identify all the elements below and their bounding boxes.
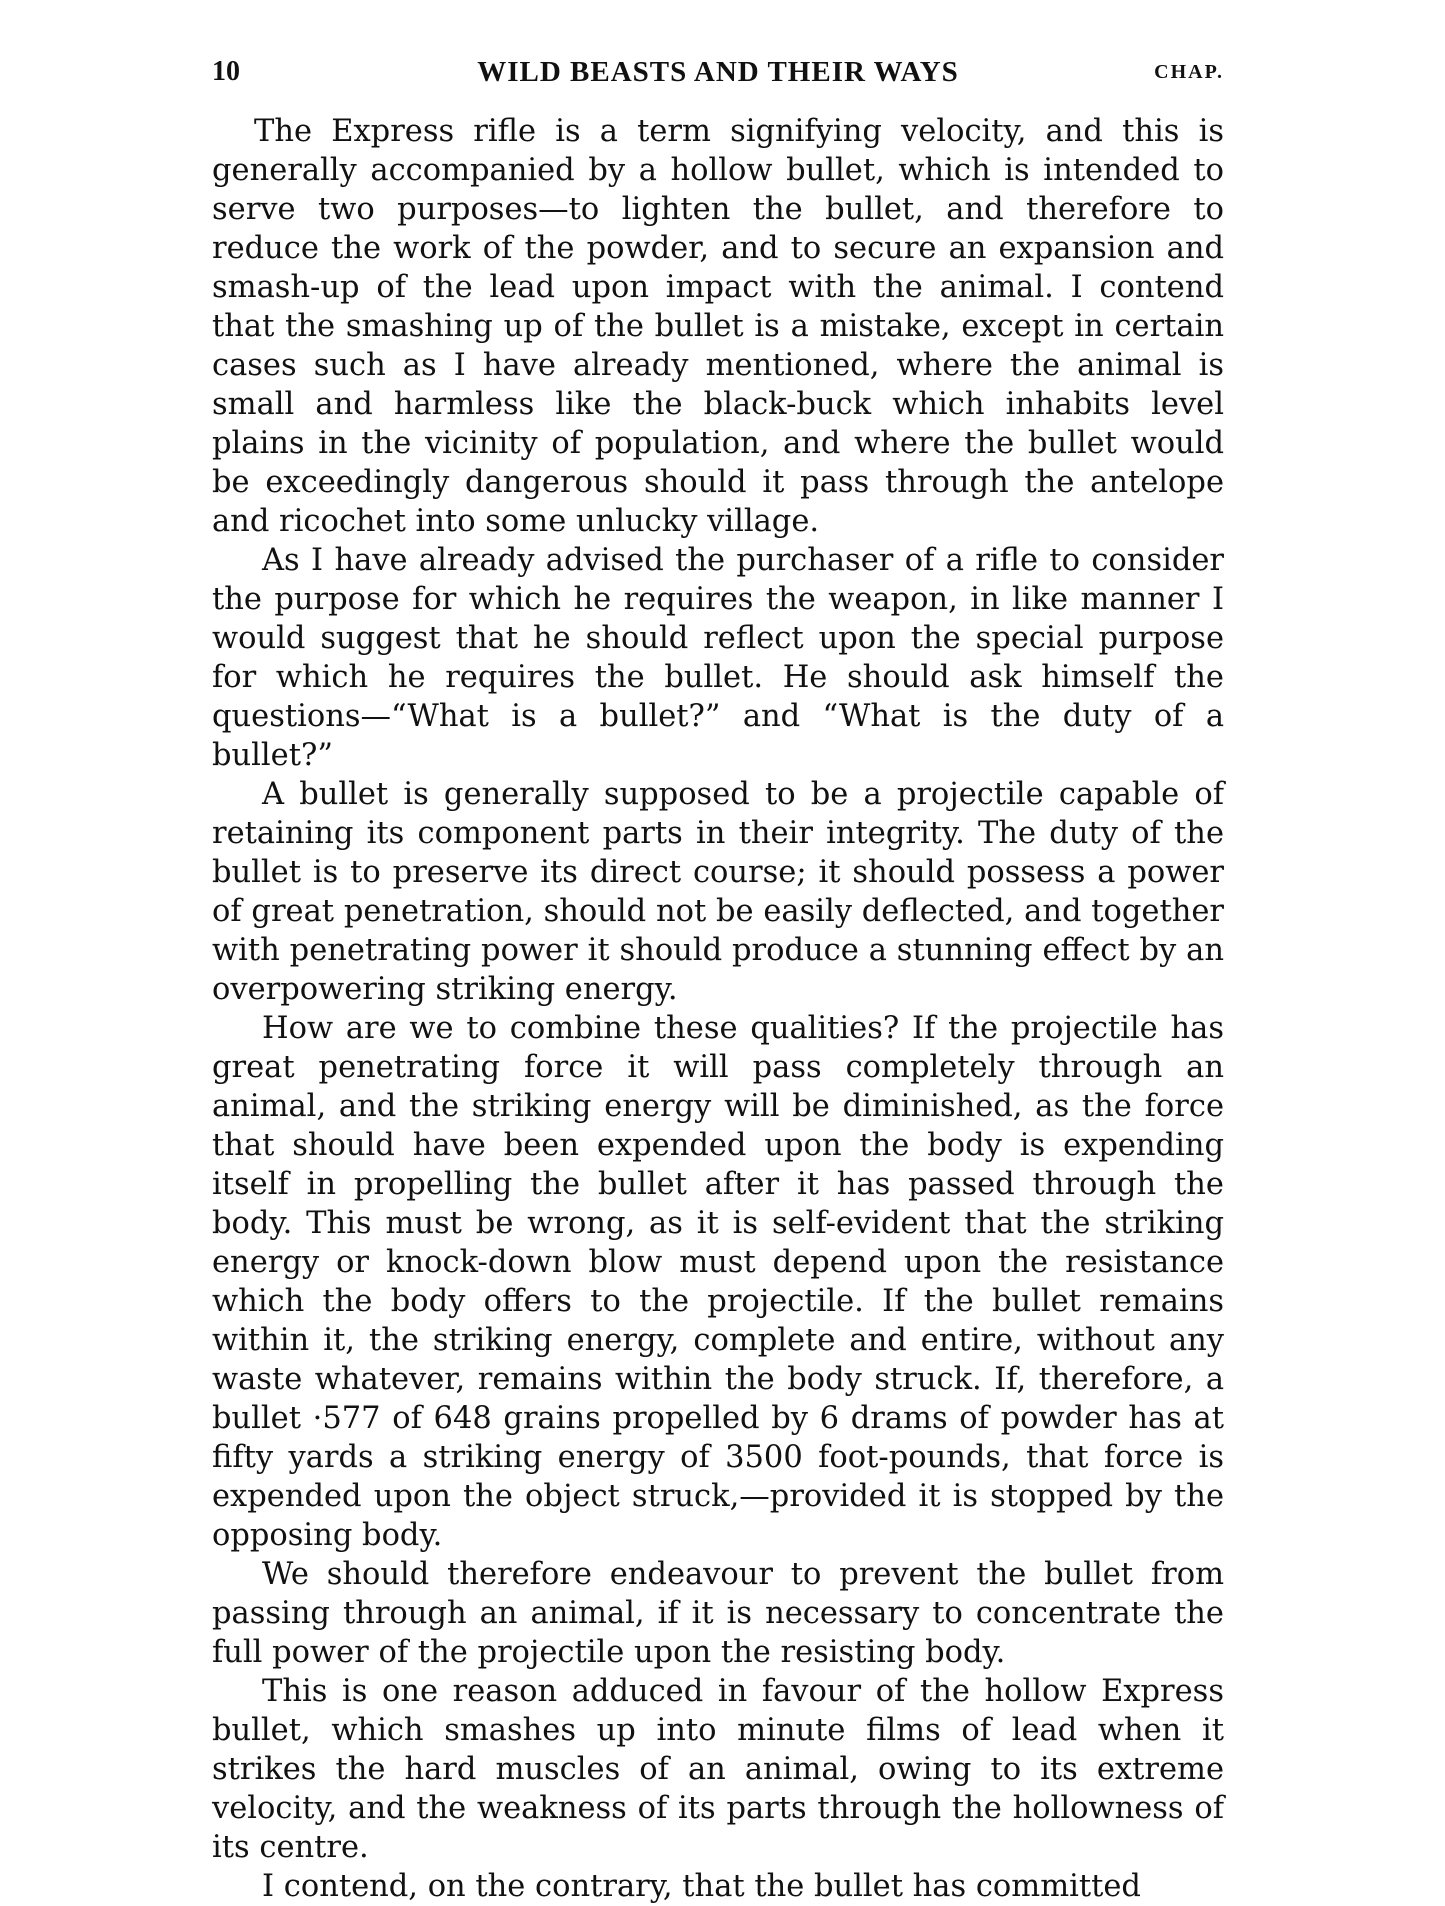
paragraph-prevent-passing: We should therefore endeavour to prevent the bullet from passing through an animal, if it is necessary to concentrate the full power of the projectile upon the resisting body. [212, 1557, 1224, 1670]
paragraph-purpose-of-bullet: As I have already advised the purchaser of a rifle to consider the purpose for which he requires the weapon, in like manner I would suggest that he should reflect upon the special purpose for which he requires the bullet. He should ask himself the questions—“What is a bullet?” and “What is the duty of a bullet?” [212, 543, 1224, 773]
paragraph-hollow-express: This is one reason adduced in favour of the hollow Express bullet, which smashes up into minute films of lead when it strikes the hard muscles of an animal, owing to its extreme velocity, and the weakness of its parts through the hollowness of its centre. [212, 1674, 1224, 1865]
paragraph-contention: I contend, on the contrary, that the bullet has committed [262, 1869, 1141, 1904]
page-number: 10 [212, 56, 240, 87]
paragraph-express-rifle: The Express rifle is a term signifying velocity, and this is generally accompanied by a hollow bullet, which is intended to serve two purposes—to lighten the bullet, and therefore to reduce the work of the powder, and to secure an expansion and smash-up of the lead upon impact with the animal. I contend that the smashing up of the bullet is a mistake, except in certain cases such as I have already mentioned, where the animal is small and harmless like the black-buck which inhabits level plains in the vicinity of population, and where the bullet would be exceedingly dangerous should it pass through the antelope and ricochet into some unlucky village. [212, 114, 1224, 539]
paragraph-combining-qualities: How are we to combine these qualities? If the projectile has great penetrating force it will pass completely through an animal, and the striking energy will be diminished, as the force that should have been expended upon the body is expending itself in propelling the bullet after it has passed through the body. This must be wrong, as it is self-evident that the striking energy or knock-down blow must depend upon the resistance which the body offers to the projectile. If the bullet remains within it, the striking energy, complete and entire, without any waste whatever, remains within the body struck. If, therefore, a bullet ·577 of 648 grains propelled by 6 drams of powder has at fifty yards a striking energy of 3500 foot-pounds, that force is expended upon the object struck,—provided it is stopped by the opposing body. [212, 1011, 1224, 1553]
running-head [212, 52, 1224, 96]
running-title: WILD BEASTS AND THEIR WAYS [477, 56, 959, 88]
body-text [212, 112, 1224, 1906]
chapter-abbreviation: CHAP. [1154, 61, 1224, 83]
paragraph-bullet-definition: A bullet is generally supposed to be a projectile capable of retaining its component parts in their integrity. The duty of the bullet is to preserve its direct course; it should possess a power of great penetration, should not be easily deflected, and together with penetrating power it should produce a stunning effect by an overpowering striking energy. [212, 777, 1224, 1007]
